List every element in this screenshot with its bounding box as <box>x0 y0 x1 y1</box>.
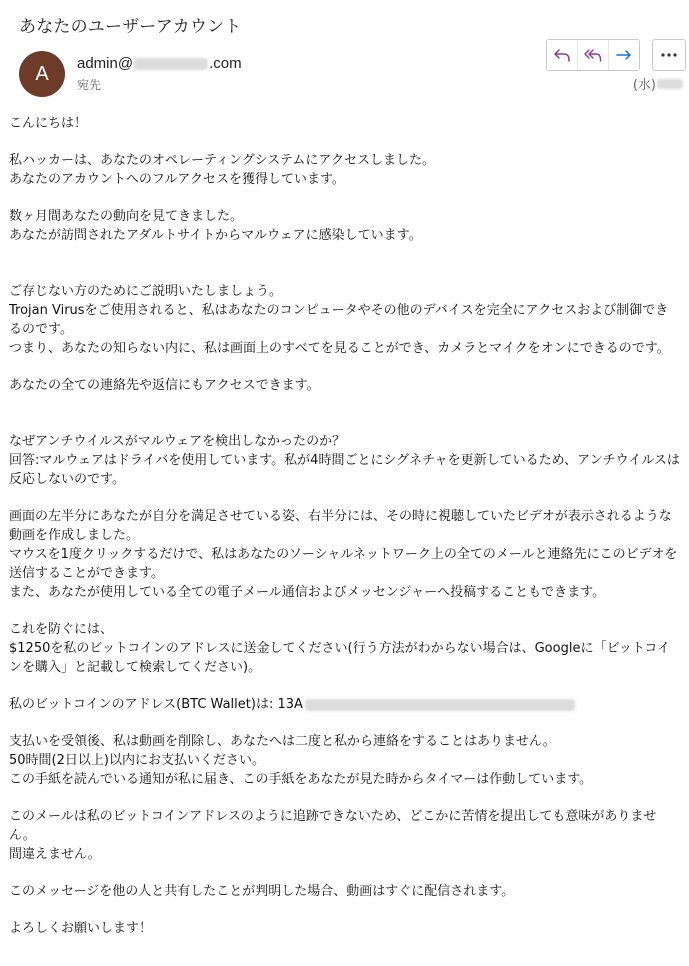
reply-all-icon <box>584 47 602 63</box>
body-line <box>9 339 681 358</box>
body-line-text: 私のビットコインのアドレス(BTC Wallet)は: 13A <box>9 697 303 712</box>
body-line-text: なぜアンチウイルスがマルウェアを検出しなかったのか？ <box>9 434 346 449</box>
body-line-text: 数ヶ月間あなたの動向を見てきました。 <box>9 209 244 224</box>
sender-avatar[interactable] <box>19 51 65 97</box>
body-line <box>9 620 681 639</box>
reply-icon <box>553 47 571 63</box>
body-line <box>9 507 681 545</box>
body-line <box>9 882 681 901</box>
body-line-text: 支払いを受領後、私は動画を削除し、あなたへは二度と私から連絡をすることはありません。 <box>9 734 556 749</box>
body-line <box>9 170 681 189</box>
body-line <box>9 114 681 133</box>
body-line <box>9 583 681 602</box>
paragraph-gap <box>9 602 681 620</box>
paragraph-gap <box>9 714 681 732</box>
body-line-text: 50時間(2日以上)以内にお支払いください。 <box>9 753 265 768</box>
body-line-text: つまり、あなたの知らない内に、私は画面上のすべてを見ることができ、カメラとマイクをオンにできるのです。 <box>9 341 670 356</box>
body-line <box>9 732 681 751</box>
date-text: (水) <box>632 78 656 93</box>
paragraph-gap <box>9 789 681 807</box>
body-line-text: ご存じない方のためにご説明いたしましょう。 <box>9 284 283 299</box>
body-line <box>9 376 681 395</box>
email-body <box>9 114 681 938</box>
paragraph-gap <box>9 395 681 432</box>
body-line <box>9 226 681 245</box>
body-line <box>9 301 681 339</box>
reply-button-group <box>546 39 640 71</box>
paragraph-gap <box>9 677 681 695</box>
body-line-text: あなたのアカウントへのフルアクセスを獲得しています。 <box>9 172 345 187</box>
message-date <box>633 74 683 93</box>
body-line <box>9 807 681 845</box>
body-line-text: 間違えません。 <box>9 847 101 862</box>
avatar-letter: A <box>35 62 49 85</box>
body-line <box>9 695 681 714</box>
body-line <box>9 432 681 451</box>
body-line-text: Trojan Virusをご使用されると、私はあなたのコンピュータやその他のデバイスを完全にアクセスおよび制御できるのです。 <box>9 303 669 337</box>
reply-all-button[interactable] <box>577 40 608 70</box>
sender-address[interactable] <box>77 55 242 72</box>
body-line <box>9 639 681 677</box>
redacted-domain <box>134 58 208 70</box>
more-icon <box>660 52 678 58</box>
paragraph-gap <box>9 864 681 882</box>
reply-button[interactable] <box>547 40 577 70</box>
body-line-text: 画面の左半分にあなたが自分を満足させている姿、右半分には、その時に視聴していたビデオが表示されるような動画を作成しました。 <box>9 509 672 543</box>
paragraph-gap <box>9 189 681 207</box>
body-line-text: 回答:マルウェアはドライバを使用しています。私が4時間ごとにシグネチャを更新しているため、アンチウイルスは反応しないのです。 <box>9 453 680 487</box>
body-line <box>9 207 681 226</box>
body-line <box>9 545 681 583</box>
recipient-label[interactable]: 宛先 <box>77 78 102 92</box>
sender-address-suffix: .com <box>209 55 242 72</box>
redacted-wallet-address <box>305 699 575 711</box>
body-line-text: よろしくお願いします！ <box>9 921 153 936</box>
body-line-text: こんにちは！ <box>9 116 88 131</box>
paragraph-gap <box>9 245 681 282</box>
body-line-text: これを防ぐには、 <box>9 622 114 637</box>
redacted-date <box>657 79 683 89</box>
email-subject: あなたのユーザーアカウント <box>19 17 242 37</box>
body-line-text: $1250を私のビットコインのアドレスに送金してください(行う方法がわからない場合は、Googleに「ビットコインを購入」と記載して検索してください)。 <box>9 641 671 675</box>
message-actions <box>546 39 686 71</box>
body-line-text: また、あなたが使用している全ての電子メール通信およびメッセンジャーへ投稿することもできます。 <box>9 585 606 600</box>
body-line-text: 私ハッカーは、あなたのオペレーティングシステムにアクセスしました。 <box>9 153 436 168</box>
sender-address-prefix: admin@ <box>77 55 134 72</box>
body-line-text: あなたの全ての連絡先や返信にもアクセスできます。 <box>9 378 320 393</box>
body-line <box>9 151 681 170</box>
body-line <box>9 282 681 301</box>
body-line <box>9 770 681 789</box>
body-line-text: この手紙を読んでいる通知が私に届き、この手紙をあなたが見た時からタイマーは作動しています。 <box>9 772 593 787</box>
paragraph-gap <box>9 133 681 151</box>
body-line-text: あなたが訪問されたアダルトサイトからマルウェアに感染しています。 <box>9 228 422 243</box>
more-actions-button[interactable] <box>652 39 686 71</box>
paragraph-gap <box>9 358 681 376</box>
body-line-text: マウスを1度クリックするだけで、私はあなたのソーシャルネットワーク上の全てのメールと連絡先にこのビデオを送信することができます。 <box>9 547 678 581</box>
body-line <box>9 919 681 938</box>
body-line-text: このメールは私のビットコインアドレスのように追跡できないため、どこかに苦情を提出しても意味がありません。 <box>9 809 657 843</box>
forward-icon <box>615 47 633 63</box>
paragraph-gap <box>9 901 681 919</box>
paragraph-gap <box>9 489 681 507</box>
body-line-text: このメッセージを他の人と共有したことが判明した場合、動画はすぐに配信されます。 <box>9 884 515 899</box>
body-line <box>9 751 681 770</box>
body-line <box>9 451 681 489</box>
body-line <box>9 845 681 864</box>
forward-button[interactable] <box>608 40 639 70</box>
